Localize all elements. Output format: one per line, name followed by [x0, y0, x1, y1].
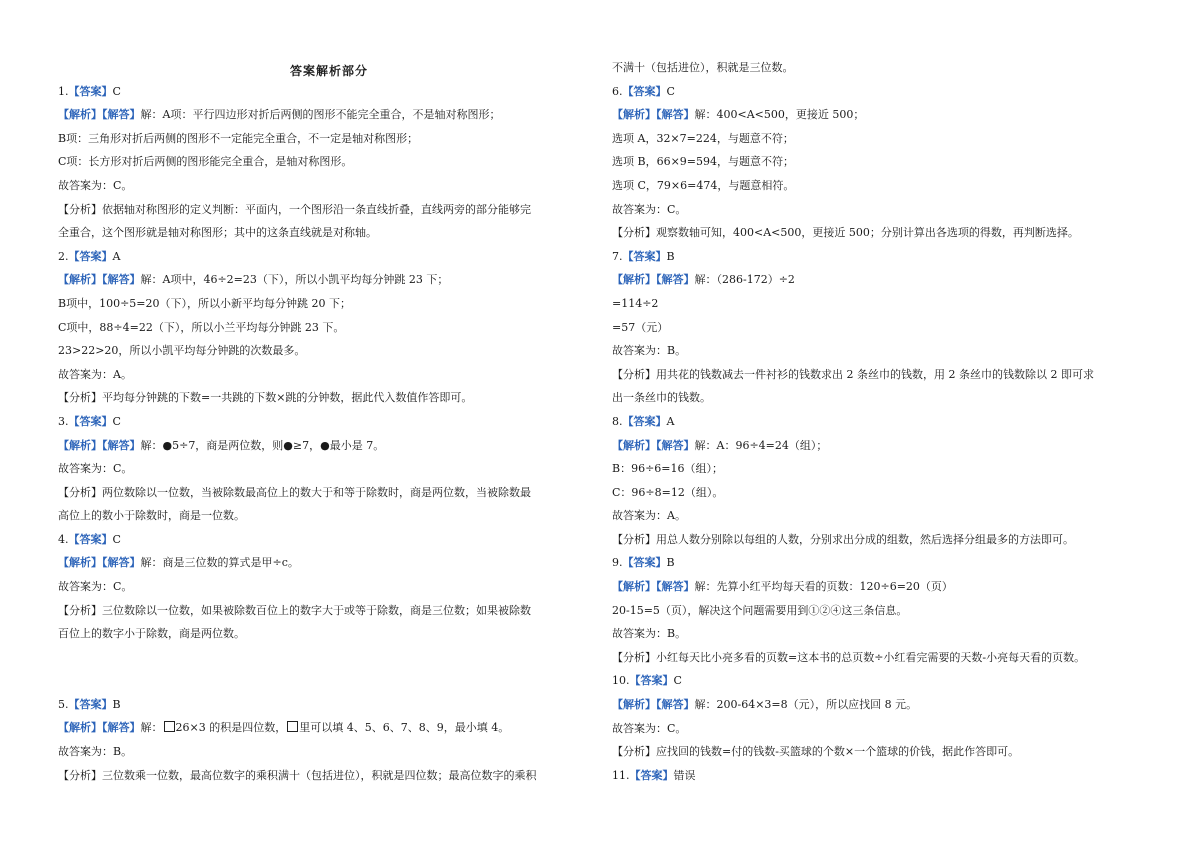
blank-box-icon: [287, 721, 298, 732]
text-line: 全重合，这个图形就是轴对称图形；其中的这条直线就是对称轴。: [58, 226, 377, 240]
answer-line: [612, 245, 1147, 269]
text-line: 故答案为：C。: [612, 202, 687, 216]
analysis-text: 解：400<A<500，更接近 500；: [694, 108, 865, 122]
text-line: 23>22>20，所以小凯平均每分钟跳的次数最多。: [58, 344, 306, 358]
analysis-line: [58, 551, 583, 575]
text-line: 【分析】三位数除以一位数，如果被除数百位上的数字大于或等于除数，商是三位数；如果被除数: [58, 603, 531, 617]
text-line: =114÷2: [612, 296, 659, 310]
page-title: 答案解析部分: [290, 64, 369, 78]
text-line: 不满十（包括进位），积就是三位数。: [612, 61, 794, 74]
answer-tag: 【答案】: [68, 697, 113, 711]
analysis-line: [612, 103, 1147, 127]
text-line: 选项 A，32×7=224，与题意不符；: [612, 131, 794, 145]
analysis-line: [58, 103, 583, 127]
answer-line: [612, 551, 1147, 575]
answer-tag: 【答案】: [622, 84, 667, 98]
analysis-text: 解：A项中，46÷2=23（下），所以小凯平均每分钟跳 23 下；: [140, 273, 449, 287]
text-line: 高位上的数小于除数时，商是一位数。: [58, 509, 245, 523]
answer-tag: 【答案】: [622, 556, 667, 570]
right-column: [612, 56, 1147, 787]
analysis-text: 解：（286-172）÷2: [694, 273, 795, 287]
text-line: 【分析】平均每分钟跳的下数=一共跳的下数×跳的分钟数，据此代入数值作答即可。: [58, 391, 473, 405]
spacer: [58, 646, 583, 693]
analysis-tag: 【解析】【解答】: [612, 698, 695, 712]
analysis-text: 解：200-64×3=8（元），所以应找回 8 元。: [694, 698, 918, 712]
answer-tag: 【答案】: [68, 414, 113, 428]
analysis-tag: 【解析】【解答】: [58, 273, 141, 287]
question-number: 8.: [612, 414, 623, 428]
text-line: 故答案为：C。: [58, 580, 133, 594]
answer-tag: 【答案】: [629, 768, 674, 782]
question-number: 4.: [58, 532, 69, 546]
text-line: B项中，100÷5=20（下），所以小新平均每分钟跳 20 下；: [58, 296, 351, 310]
analysis-text: 解：A：96÷4=24（组）；: [694, 438, 828, 452]
answer-value: B: [112, 697, 121, 711]
answer-tag: 【答案】: [622, 249, 667, 263]
text-line: 选项 B，66×9=594，与题意不符；: [612, 155, 795, 169]
answer-line: [612, 669, 1147, 693]
answer-line: [58, 528, 583, 552]
answer-tag: 【答案】: [68, 532, 113, 546]
answer-line: [612, 410, 1147, 434]
text-line: 【分析】小红每天比小亮多看的页数=这本书的总页数÷小红看完需要的天数-小亮每天看的页数。: [612, 650, 1086, 664]
analysis-text: 解：先算小红平均每天看的页数：120÷6=20（页）: [694, 580, 953, 594]
answer-line: [58, 245, 583, 269]
text-line: 【分析】观察数轴可知，400<A<500，更接近 500；分别计算出各选项的得数，再判断选择。: [612, 226, 1079, 240]
analysis-text: 里可以填 4、5、6、7、8、9，最小填 4。: [299, 721, 510, 735]
answer-value: C: [112, 532, 121, 546]
text-line: 20-15=5（页），解决这个问题需要用到①②④这三条信息。: [612, 603, 908, 617]
answer-tag: 【答案】: [622, 414, 667, 428]
text-line: C：96÷8=12（组）。: [612, 485, 724, 499]
text-line: 【分析】两位数除以一位数，当被除数最高位上的数大于和等于除数时，商是两位数，当被除数最: [58, 485, 531, 499]
analysis-line: [612, 434, 1147, 458]
answer-line: [58, 410, 583, 434]
text-line: 【分析】依据轴对称图形的定义判断：平面内，一个图形沿一条直线折叠，直线两旁的部分能够完: [58, 202, 531, 216]
text-line: B：96÷6=16（组）；: [612, 462, 724, 476]
text-line: 故答案为：A。: [58, 367, 132, 381]
answer-value: A: [112, 249, 121, 263]
text-line: 【分析】用总人数分别除以每组的人数，分别求出分成的组数，然后选择分组最多的方法即可。: [612, 532, 1074, 546]
text-line: 故答案为：C。: [58, 462, 133, 476]
text-line: 选项 C，79×6=474，与题意相符。: [612, 178, 795, 192]
text-line: C项：长方形对折后两侧的图形能完全重合，是轴对称图形。: [58, 155, 353, 169]
answer-value: B: [666, 556, 675, 570]
text-line: =57（元）: [612, 320, 669, 334]
answer-tag: 【答案】: [629, 674, 674, 688]
text-line: 故答案为：C。: [612, 721, 687, 735]
question-number: 10.: [612, 674, 630, 688]
analysis-text: 26×3 的积是四位数，: [175, 721, 287, 735]
answer-value: B: [666, 249, 675, 263]
answer-line: [58, 80, 583, 104]
answer-tag: 【答案】: [68, 249, 113, 263]
text-line: B项：三角形对折后两侧的图形不一定能完全重合，不一定是轴对称图形；: [58, 131, 419, 145]
analysis-text: 解：商是三位数的算式是甲÷c。: [140, 556, 299, 570]
question-number: 1.: [58, 84, 69, 98]
answer-value: C: [673, 674, 682, 688]
analysis-tag: 【解析】【解答】: [58, 556, 141, 570]
question-number: 6.: [612, 84, 623, 98]
text-line: 【分析】三位数乘一位数，最高位数字的乘积满十（包括进位），积就是四位数；最高位数字的乘积: [58, 768, 537, 782]
left-column: [58, 56, 583, 787]
analysis-tag: 【解析】【解答】: [58, 721, 141, 735]
text-line: 【分析】应找回的钱数=付的钱数-买篮球的个数×一个篮球的价钱，据此作答即可。: [612, 745, 1020, 759]
answer-value: A: [666, 414, 675, 428]
text-line: 百位上的数字小于除数，商是两位数。: [58, 627, 245, 641]
answer-value: C: [666, 84, 675, 98]
text-line: 【分析】用共花的钱数减去一件衬衫的钱数求出 2 条丝巾的钱数，用 2 条丝巾的钱数除以 2 即可求: [612, 367, 1094, 381]
question-number: 11.: [612, 768, 630, 782]
text-line: 故答案为：A。: [612, 509, 686, 523]
analysis-line: [58, 434, 583, 458]
text-line: 故答案为：B。: [612, 627, 687, 641]
answer-value: C: [112, 414, 121, 428]
analysis-text: 解：: [140, 721, 163, 735]
text-line: 故答案为：B。: [612, 344, 687, 358]
analysis-tag: 【解析】【解答】: [612, 273, 695, 287]
question-number: 7.: [612, 249, 623, 263]
answer-line: [58, 693, 583, 717]
text-line: C项中，88÷4=22（下），所以小兰平均每分钟跳 23 下。: [58, 320, 345, 334]
analysis-tag: 【解析】【解答】: [612, 108, 695, 122]
answer-value: 错误: [673, 768, 696, 782]
text-line: 出一条丝巾的钱数。: [612, 391, 711, 405]
analysis-line: [612, 575, 1147, 599]
answer-value: C: [112, 84, 121, 98]
analysis-text: 解：●5÷7，商是两位数，则●≥7，●最小是 7。: [140, 438, 385, 452]
question-number: 5.: [58, 697, 69, 711]
question-number: 9.: [612, 556, 623, 570]
analysis-line: [58, 268, 583, 292]
answer-tag: 【答案】: [68, 84, 113, 98]
analysis-tag: 【解析】【解答】: [58, 108, 141, 122]
analysis-tag: 【解析】【解答】: [58, 438, 141, 452]
analysis-line: [612, 268, 1147, 292]
analysis-line: [612, 693, 1147, 717]
answer-line: [612, 80, 1147, 104]
text-line: 故答案为：C。: [58, 178, 133, 192]
question-number: 3.: [58, 414, 69, 428]
analysis-tag: 【解析】【解答】: [612, 438, 695, 452]
text-line: 故答案为：B。: [58, 745, 133, 759]
question-number: 2.: [58, 249, 69, 263]
analysis-text: 解：A项：平行四边形对折后两侧的图形不能完全重合，不是轴对称图形；: [140, 108, 501, 122]
blank-box-icon: [164, 721, 175, 732]
answer-line: [612, 764, 1147, 788]
analysis-tag: 【解析】【解答】: [612, 580, 695, 594]
analysis-line: [58, 716, 583, 740]
